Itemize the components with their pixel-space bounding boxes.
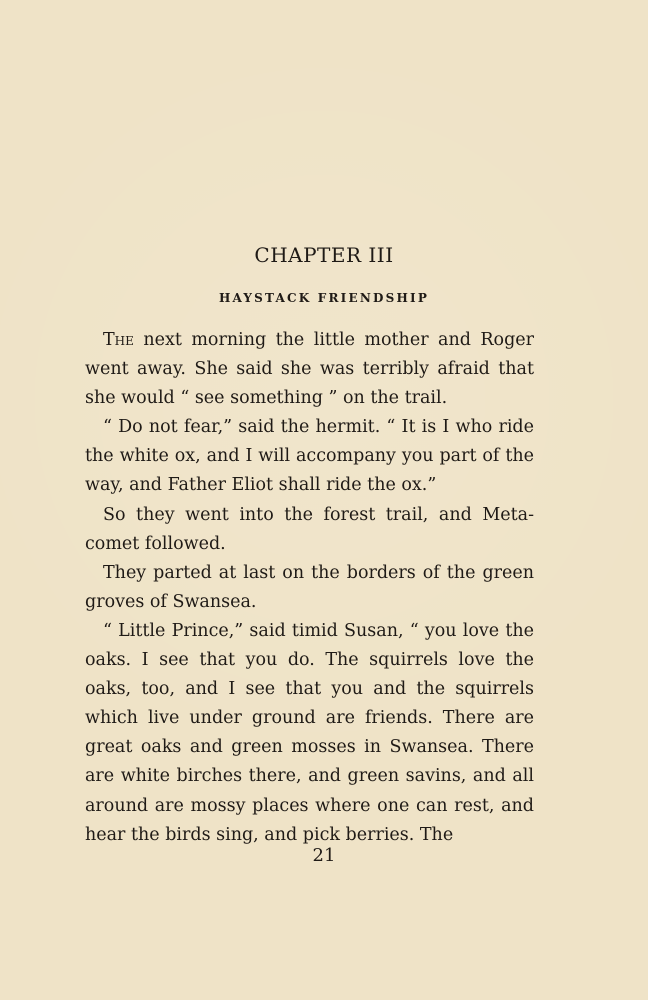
paragraph-text: next morning the little mother and Roger went away. She said she was terribly afraid that she would “ see something ” on the trail. xyxy=(85,330,534,409)
paragraph-2: “ Do not fear,” said the hermit. “ It is I who ride the white ox, and I will accompany you part of the way, and Father Eliot shall ride the ox.” xyxy=(85,417,534,496)
paragraph-5: “ Little Prince,” said timid Susan, “ you love the oaks. I see that you do. The squirrels love the oaks, too, and I see that you and the squirrels which live under ground are friends. There are great oaks and green mosses in Swansea. There are white birches there, and green savins, and all around are mossy places where one can rest, and hear the birds sing, and pick berries. The xyxy=(85,620,534,845)
paragraph-3: So they went into the forest trail, and Meta-comet followed. xyxy=(85,504,534,554)
page-number: 21 xyxy=(312,845,336,866)
paragraph-1 xyxy=(85,326,534,413)
paragraph-lead-word: The xyxy=(103,330,134,350)
chapter-body xyxy=(85,326,534,850)
chapter-subtitle: HAYSTACK FRIENDSHIP xyxy=(218,291,430,305)
chapter-title: CHAPTER III xyxy=(254,243,394,267)
paragraph-4: They parted at last on the borders of the green groves of Swansea. xyxy=(85,562,534,612)
